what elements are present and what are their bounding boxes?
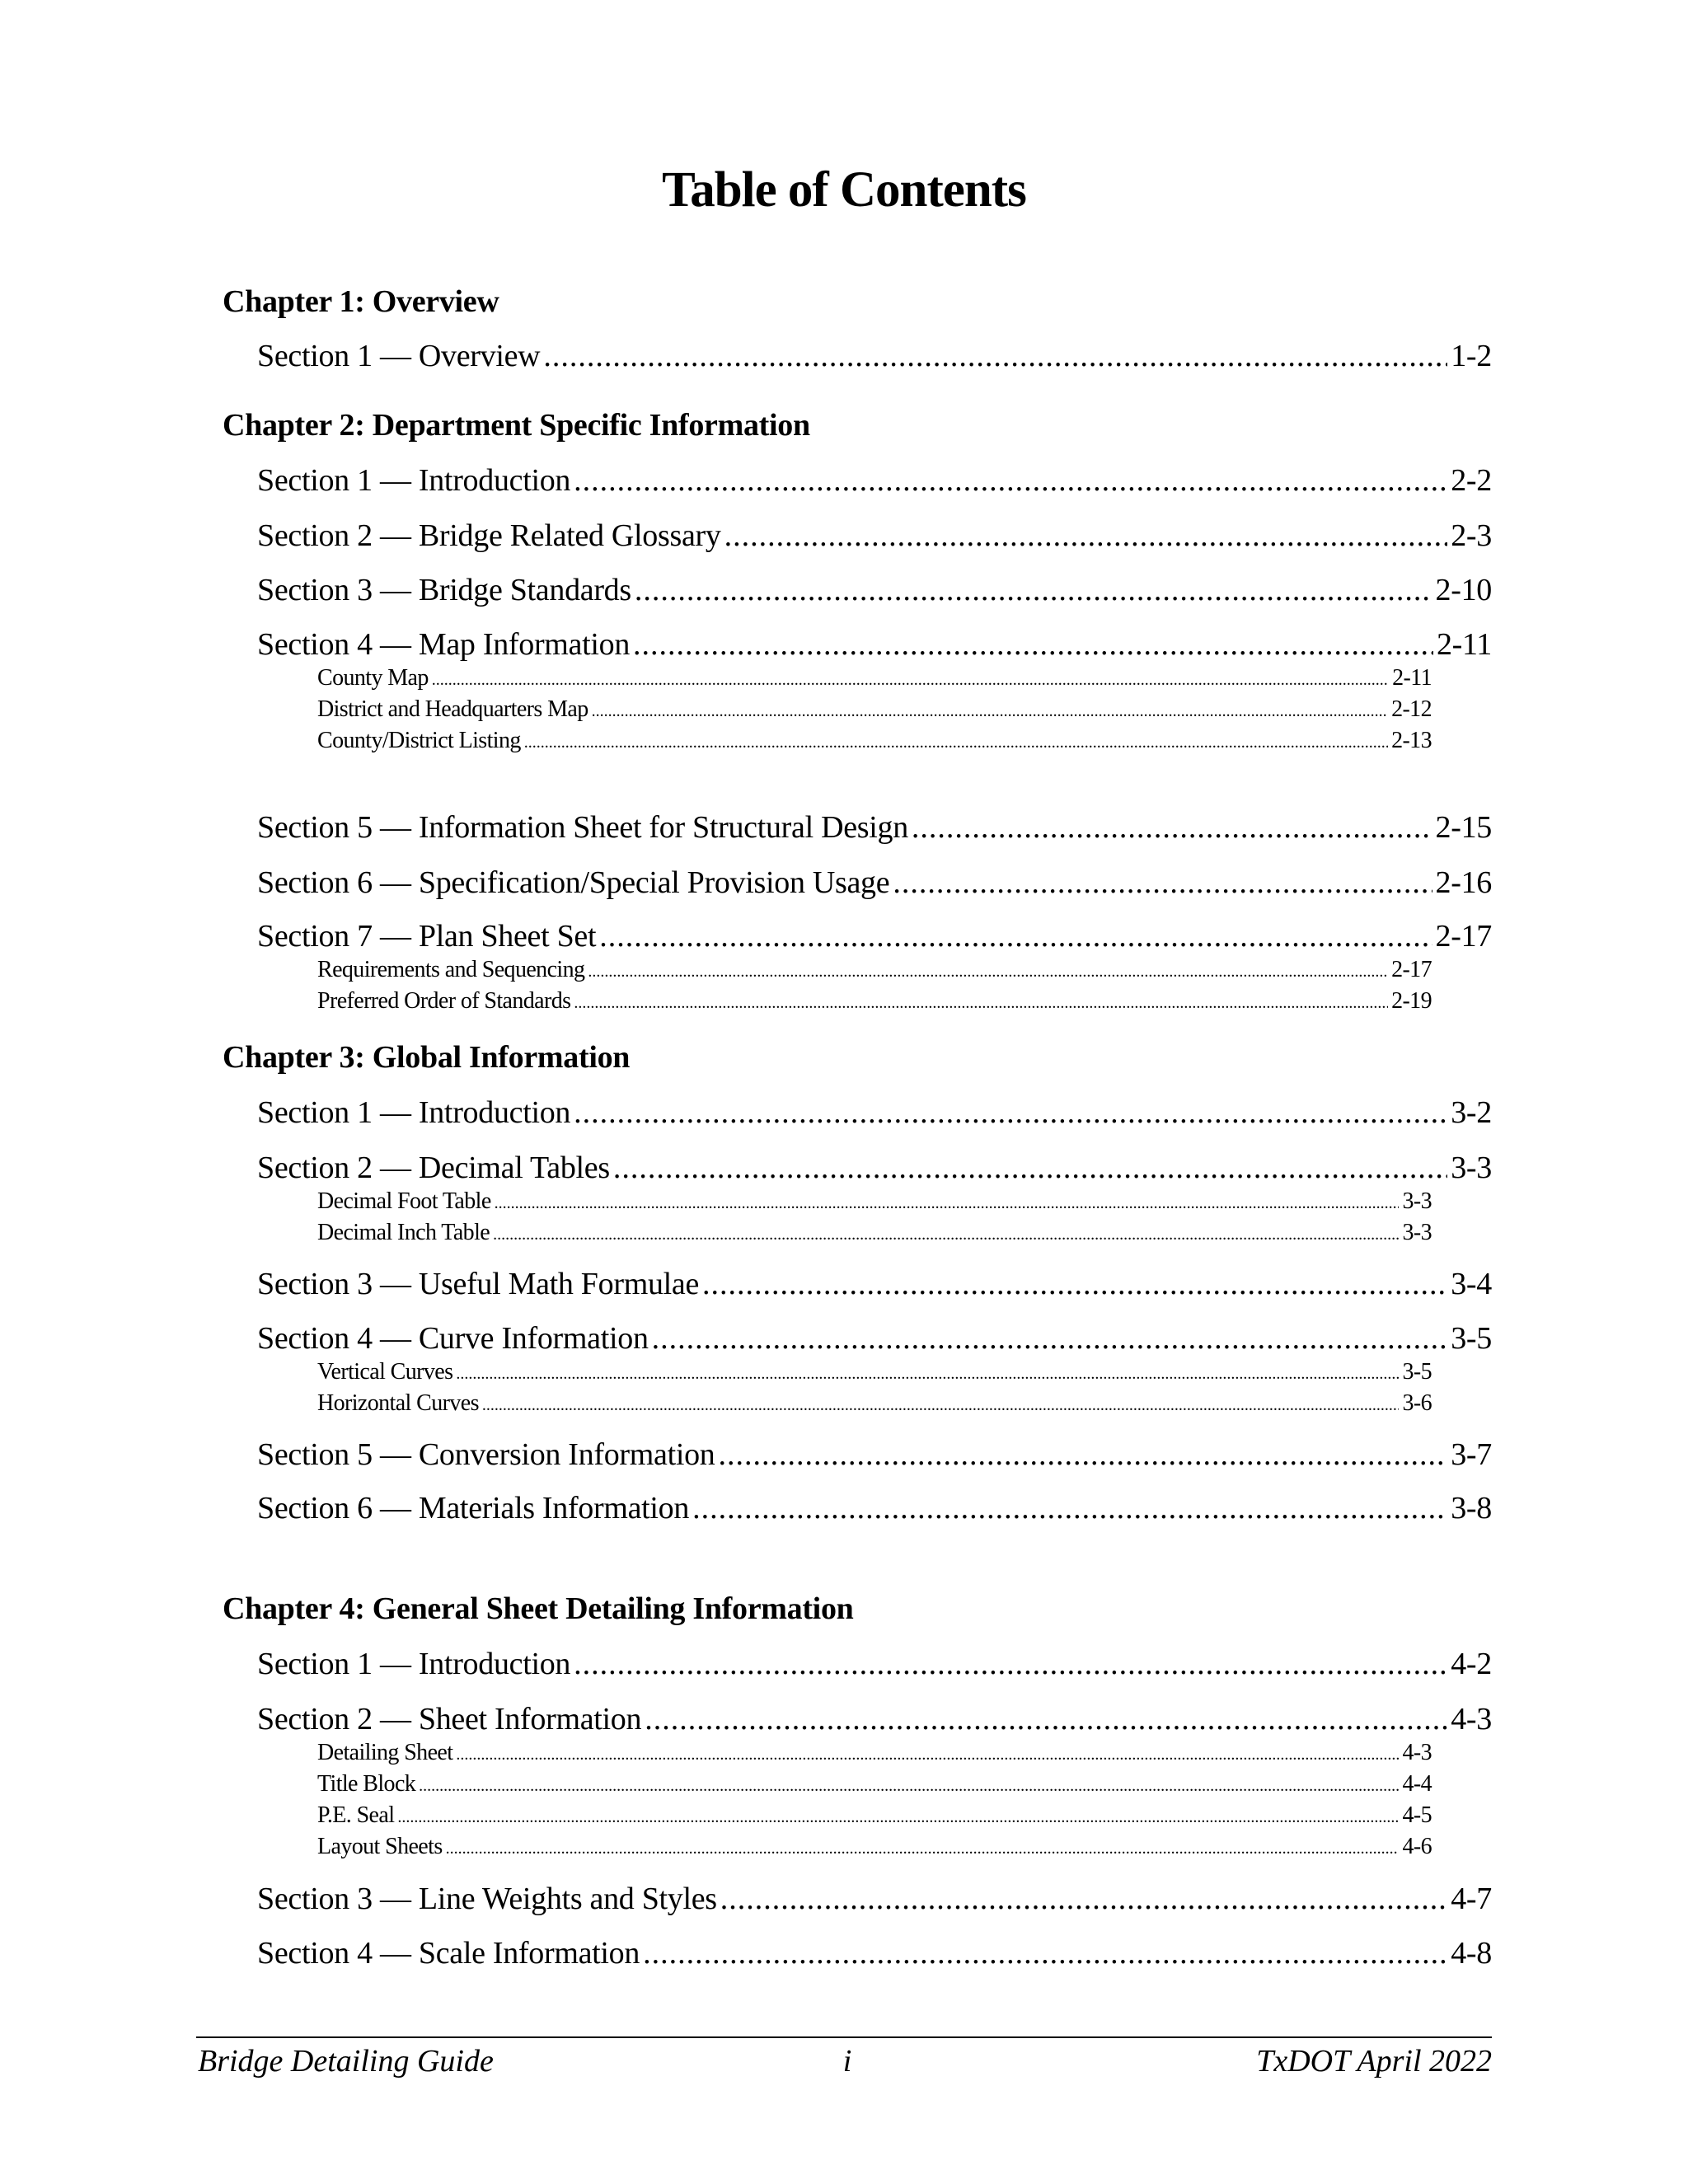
toc-subentry-page: 4-3 xyxy=(1402,1740,1432,1765)
toc-subentry[interactable] xyxy=(317,956,1432,986)
toc-entry-page: 2-16 xyxy=(1435,865,1492,900)
footer-divider xyxy=(196,2036,1492,2038)
toc-entry[interactable] xyxy=(257,1646,1492,1682)
toc-subentry-page: 3-3 xyxy=(1402,1188,1432,1214)
toc-entry[interactable] xyxy=(257,1320,1492,1357)
toc-entry[interactable] xyxy=(257,518,1492,554)
dot-leader xyxy=(482,1390,1400,1419)
toc-entry-label: Section 2 — Decimal Tables xyxy=(257,1151,610,1185)
toc-entry-label: Section 6 — Materials Information xyxy=(257,1491,690,1526)
dot-leader xyxy=(912,809,1432,846)
dot-leader xyxy=(456,1739,1399,1769)
toc-entry-label: Section 5 — Conversion Information xyxy=(257,1437,715,1472)
toc-subentry[interactable] xyxy=(317,1219,1432,1249)
dot-leader xyxy=(702,1266,1447,1302)
dot-leader xyxy=(893,865,1432,901)
toc-entry[interactable] xyxy=(257,1490,1492,1526)
dot-leader xyxy=(613,1150,1447,1186)
toc-entry-page: 3-7 xyxy=(1451,1437,1492,1472)
toc-entry-label: Section 1 — Overview xyxy=(257,339,541,373)
toc-entry-page: 2-10 xyxy=(1435,573,1492,607)
toc-subentry-label: Vertical Curves xyxy=(317,1359,453,1385)
toc-subentry-page: 2-19 xyxy=(1391,988,1432,1014)
toc-subentry-page: 2-13 xyxy=(1391,728,1432,753)
toc-entry-label: Section 1 — Introduction xyxy=(257,1095,571,1130)
toc-subentry-label: Decimal Foot Table xyxy=(317,1188,491,1214)
dot-leader xyxy=(719,1436,1448,1473)
toc-entry-label: Section 5 — Information Sheet for Structural Design xyxy=(257,810,908,845)
toc-entry[interactable] xyxy=(257,865,1492,901)
toc-entry-page: 4-7 xyxy=(1451,1882,1492,1916)
toc-subentry[interactable] xyxy=(317,727,1432,757)
toc-entry-page: 3-2 xyxy=(1451,1095,1492,1130)
toc-subentry-label: Title Block xyxy=(317,1771,416,1797)
toc-subentry-label: Horizontal Curves xyxy=(317,1390,479,1416)
toc-entry-page: 3-8 xyxy=(1451,1491,1492,1526)
toc-subentry[interactable] xyxy=(317,1833,1432,1863)
toc-entry-page: 3-4 xyxy=(1451,1267,1492,1301)
toc-entry-label: Section 7 — Plan Sheet Set xyxy=(257,919,597,954)
toc-subentry[interactable] xyxy=(317,1770,1432,1800)
dot-leader xyxy=(574,987,1388,1017)
toc-entry[interactable] xyxy=(257,462,1492,499)
toc-entry-page: 4-2 xyxy=(1451,1647,1492,1681)
toc-subentry-page: 2-17 xyxy=(1391,957,1432,982)
toc-subentry-page: 4-6 xyxy=(1402,1834,1432,1859)
chapter-4-heading: Chapter 4: General Sheet Detailing Information xyxy=(223,1591,854,1626)
dot-leader xyxy=(599,918,1432,954)
toc-entry-page: 3-5 xyxy=(1451,1321,1492,1356)
toc-entry[interactable] xyxy=(257,1881,1492,1917)
toc-subentry-label: Requirements and Sequencing xyxy=(317,957,585,982)
toc-subentry-page: 2-12 xyxy=(1391,696,1432,722)
toc-subentry-page: 4-5 xyxy=(1402,1802,1432,1828)
toc-entry[interactable] xyxy=(257,338,1492,374)
dot-leader xyxy=(446,1833,1400,1863)
toc-subentry[interactable] xyxy=(317,1739,1432,1769)
toc-entry-page: 2-11 xyxy=(1436,627,1492,662)
toc-subentry[interactable] xyxy=(317,1802,1432,1831)
toc-subentry-label: Decimal Inch Table xyxy=(317,1220,490,1245)
toc-entry-label: Section 4 — Curve Information xyxy=(257,1321,649,1356)
toc-subentry[interactable] xyxy=(317,987,1432,1017)
dot-leader xyxy=(720,1881,1447,1917)
dot-leader xyxy=(692,1490,1447,1526)
toc-entry-label: Section 3 — Line Weights and Styles xyxy=(257,1882,717,1916)
toc-entry[interactable] xyxy=(257,1935,1492,1971)
toc-entry-label: Section 2 — Bridge Related Glossary xyxy=(257,518,721,553)
footer-publisher-date: TxDOT April 2022 xyxy=(1256,2044,1492,2079)
dot-leader xyxy=(397,1802,1399,1831)
toc-subentry-label: Layout Sheets xyxy=(317,1834,443,1859)
dot-leader xyxy=(633,626,1433,663)
toc-entry[interactable] xyxy=(257,1150,1492,1186)
dot-leader xyxy=(652,1320,1448,1357)
dot-leader xyxy=(574,1094,1447,1131)
toc-subentry[interactable] xyxy=(317,664,1432,694)
toc-subentry-label: County Map xyxy=(317,665,429,691)
toc-entry-label: Section 2 — Sheet Information xyxy=(257,1702,642,1736)
dot-leader xyxy=(588,956,1388,986)
toc-entry-label: Section 4 — Scale Information xyxy=(257,1936,640,1971)
chapter-3-heading: Chapter 3: Global Information xyxy=(223,1040,631,1075)
dot-leader xyxy=(495,1188,1400,1217)
toc-subentry[interactable] xyxy=(317,1358,1432,1388)
toc-entry[interactable] xyxy=(257,809,1492,846)
toc-subentry-label: District and Headquarters Map xyxy=(317,696,588,722)
footer-page-number: i xyxy=(842,2044,852,2079)
chapter-1-heading: Chapter 1: Overview xyxy=(223,284,499,319)
toc-subentry-page: 3-3 xyxy=(1402,1220,1432,1245)
toc-entry[interactable] xyxy=(257,626,1492,663)
toc-entry[interactable] xyxy=(257,1436,1492,1473)
toc-subentry[interactable] xyxy=(317,1390,1432,1419)
toc-entry[interactable] xyxy=(257,1094,1492,1131)
toc-entry-page: 4-8 xyxy=(1451,1936,1492,1971)
toc-subentry-page: 4-4 xyxy=(1402,1771,1432,1797)
toc-entry[interactable] xyxy=(257,918,1492,954)
dot-leader xyxy=(524,727,1388,757)
toc-entry[interactable] xyxy=(257,1266,1492,1302)
dot-leader xyxy=(574,462,1447,499)
toc-entry-page: 1-2 xyxy=(1451,339,1492,373)
dot-leader xyxy=(419,1770,1399,1800)
dot-leader xyxy=(493,1219,1399,1249)
toc-subentry-page: 2-11 xyxy=(1392,665,1432,691)
toc-entry-page: 2-2 xyxy=(1451,463,1492,498)
toc-entry-label: Section 3 — Useful Math Formulae xyxy=(257,1267,700,1301)
dot-leader xyxy=(432,664,1389,694)
dot-leader xyxy=(635,572,1432,608)
chapter-2-heading: Chapter 2: Department Specific Information xyxy=(223,408,810,443)
dot-leader xyxy=(645,1701,1447,1737)
dot-leader xyxy=(592,696,1388,725)
toc-entry-page: 2-3 xyxy=(1451,518,1492,553)
dot-leader xyxy=(574,1646,1447,1682)
dot-leader xyxy=(456,1358,1399,1388)
toc-entry[interactable] xyxy=(257,572,1492,608)
toc-subentry-label: Preferred Order of Standards xyxy=(317,988,571,1014)
toc-entry-label: Section 1 — Introduction xyxy=(257,1647,571,1681)
toc-entry-label: Section 1 — Introduction xyxy=(257,463,571,498)
toc-entry-page: 3-3 xyxy=(1451,1151,1492,1185)
dot-leader xyxy=(543,338,1447,374)
toc-subentry-label: P.E. Seal xyxy=(317,1802,395,1828)
toc-entry-label: Section 6 — Specification/Special Provision Usage xyxy=(257,865,890,900)
toc-subentry-page: 3-6 xyxy=(1402,1390,1432,1416)
toc-subentry[interactable] xyxy=(317,1188,1432,1217)
toc-entry-page: 4-3 xyxy=(1451,1702,1492,1736)
footer-document-title: Bridge Detailing Guide xyxy=(198,2044,494,2079)
toc-subentry[interactable] xyxy=(317,696,1432,725)
toc-subentry-label: County/District Listing xyxy=(317,728,521,753)
toc-subentry-page: 3-5 xyxy=(1402,1359,1432,1385)
toc-entry-page: 2-15 xyxy=(1435,810,1492,845)
toc-entry-page: 2-17 xyxy=(1435,919,1492,954)
page-title: Table of Contents xyxy=(662,162,1026,218)
toc-subentry-label: Detailing Sheet xyxy=(317,1740,453,1765)
toc-entry-label: Section 3 — Bridge Standards xyxy=(257,573,631,607)
toc-entry[interactable] xyxy=(257,1701,1492,1737)
toc-entry-label: Section 4 — Map Information xyxy=(257,627,631,662)
dot-leader xyxy=(724,518,1448,554)
dot-leader xyxy=(643,1935,1447,1971)
